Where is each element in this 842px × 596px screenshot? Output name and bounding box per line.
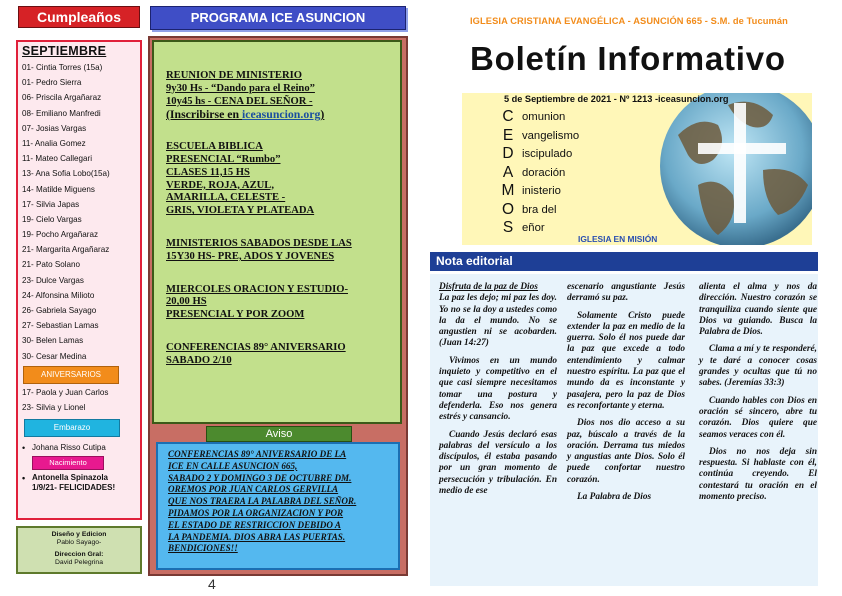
list-item: 24- Alfonsina Milioto: [22, 290, 95, 300]
list-item: 14- Matilde Miguens: [22, 184, 95, 194]
pregnancy-label: Embarazo: [24, 419, 120, 437]
program-line: SABADO 2/10: [166, 354, 232, 366]
birth-date: 1/9/21- FELICIDADES!: [32, 483, 116, 493]
program-panel: [152, 40, 402, 424]
acrostic-letter: S: [502, 219, 514, 236]
list-item: 17- Silvia Japas: [22, 199, 80, 209]
notice-line: LA PANDEMIA. DIOS ABRA LAS PUERTAS.: [168, 531, 346, 542]
acrostic-word: iscipulado: [522, 148, 573, 160]
list-item: 26- Gabriela Sayago: [22, 306, 97, 315]
program-title: PROGRAMA ICE ASUNCION: [150, 6, 406, 30]
notice-line: ICE EN CALLE ASUNCION 665,: [168, 460, 298, 471]
list-item: 23- Silvia y Lionel: [22, 402, 86, 412]
editorial-paragraph: La paz les dejo; mi paz les doy. Yo no se la doy a ustedes como la da el mundo. No se angustien ni se acobarden. (Juan 14:27): [439, 293, 557, 349]
list-item: 11- Analia Gomez: [22, 138, 86, 148]
program-line: ESCUELA BIBLICA: [166, 141, 263, 153]
editorial-paragraph: Dios no nos deja sin respuesta. Si hablaste con él, continúa creyendo. El contestará tu oración en el momento preciso.: [699, 446, 817, 503]
notice-line: CONFERENCIAS 89° ANIVERSARIO DE LA: [168, 449, 347, 459]
program-line: 15Y30 HS- PRE, ADOS Y JOVENES: [166, 250, 335, 262]
program-line: REUNION DE MINISTERIO: [166, 70, 302, 81]
acrostic-word: vangelismo: [522, 129, 580, 142]
list-item: 06- Priscila Argañaraz: [22, 93, 102, 103]
list-item: 01- Pedro Sierra: [22, 78, 82, 88]
program-line: 9y30 Hs - “Dando para el Reino”: [166, 82, 315, 94]
birthday-month: SEPTIEMBRE: [22, 44, 107, 58]
program-block-school: [166, 141, 392, 218]
birth-label: Nacimiento: [32, 456, 104, 470]
list-item: 13- Ana Sofia Lobo(15a): [22, 169, 110, 179]
church-name: IGLESIA CRISTIANA EVANGÉLICA - ASUNCIÓN 665 - S.M. de Tucumán: [470, 16, 788, 26]
editorial-column-3: [699, 282, 817, 503]
globe-cross-icon: [658, 93, 812, 245]
list-item: 21- Margarita Argañaraz: [22, 245, 110, 255]
acrostic-word: omunion: [522, 111, 566, 123]
issue-date: 5 de Septiembre de 2021 - Nº 1213 -iceasuncion.org: [504, 94, 729, 104]
acrostic-letter: A: [502, 163, 514, 181]
program-line: CONFERENCIAS 89° ANIVERSARIO: [166, 341, 346, 353]
credits-line: Pablo Sayago-: [56, 539, 102, 546]
list-item: 27- Sebastian Lamas: [22, 321, 99, 331]
program-block-conference: [166, 342, 392, 368]
acrostic-letter: E: [502, 126, 514, 144]
acrostic-word: doración: [522, 166, 566, 179]
program-line: 10y45 hs - CENA DEL SEÑOR -: [166, 95, 313, 107]
acrostic-word: inisterio: [522, 185, 561, 197]
list-item: 08- Emiliano Manfredi: [22, 108, 101, 118]
editorial-paragraph: Dios nos dio acceso a su paz, búscalo a través de la oración. Derrama tus miedos y angustias ante Dios. Solo él puede confortar nuestro corazón.: [567, 418, 685, 485]
list-item: 07- Josias Vargas: [22, 123, 87, 133]
credits-line: David Pelegrina: [55, 559, 103, 566]
acrostic-letter: C: [502, 108, 514, 125]
pregnancy-name: • Johana Risso Cutipa: [22, 443, 140, 453]
editorial-column-1: [439, 282, 557, 497]
list-item: 21- Pato Solano: [22, 260, 81, 270]
anniversaries-label: ANIVERSARIOS: [23, 366, 119, 384]
editorial-paragraph: La Palabra de Dios: [577, 492, 652, 503]
editorial-header: Nota editorial: [430, 252, 818, 271]
list-item: 11- Mateo Callegari: [22, 154, 93, 164]
program-line-part: ): [320, 107, 325, 122]
list-item: 17- Paola y Juan Carlos: [22, 387, 109, 397]
editorial-paragraph: Cuando Jesús declaró esas palabras del versículo a los discípulos, él estaba pasando por un gran momento de persecución y tribulación. En medio de ese: [439, 429, 557, 497]
editorial-paragraph: escenario angustiante Jesús derramó su paz.: [567, 282, 685, 304]
program-block-wednesday: [166, 284, 392, 322]
page-title: Boletín Informativo: [470, 40, 786, 77]
mission-tagline: IGLESIA EN MISIÓN: [578, 234, 658, 244]
notice-line: OREMOS POR JUAN CARLOS GERVILLA: [168, 484, 339, 495]
birthdays-title: Cumpleaños: [18, 6, 140, 28]
credits-box: [16, 526, 142, 574]
notice-line: QUE NOS TRAERA LA PALABRA DEL SEÑOR.: [168, 496, 357, 507]
editorial-paragraph: Solamente Cristo puede extender la paz en medio de la guerra. Solo él nos puede dar la paz que excede a todo entendimiento y calmar nuestro espíritu. La paz que el mundo da es inconstante y pasajera, pero la paz de Dios es reconfortante y eterna.: [567, 310, 685, 411]
program-line: CLASES 11,15 HS: [166, 166, 250, 178]
editorial-paragraph: Vivimos en un mundo inquieto y competitivo en el que casi siempre necesitamos tomar una postura y defenderla. Eso nos genera estrés y cansancio.: [439, 355, 557, 423]
list-item: 30- Cesar Medina: [22, 351, 87, 361]
acrostic-word: bra del: [522, 203, 557, 216]
editorial-column-2: [567, 282, 685, 503]
acrostic-letter: D: [502, 145, 514, 162]
notice-line: BENDICIONES!!: [168, 543, 238, 554]
acrostic-letter: M: [501, 182, 515, 199]
list-item: 01- Cintia Torres (15a): [22, 63, 103, 72]
editorial-paragraph: alienta el alma y nos da dirección. Nuestro corazón se tranquiliza cuando siente que Dios va guiando. Busca la Palabra de Dios.: [699, 282, 817, 338]
program-line: PRESENCIAL “Rumbo”: [166, 153, 281, 165]
notice-line: PIDAMOS POR LA ORGANIZACION Y POR: [168, 507, 344, 518]
credits-line: Direccion Gral:: [54, 551, 104, 558]
notice-line: SABADO 2 Y DOMINGO 3 DE OCTUBRE DM.: [168, 472, 352, 483]
birth-list: [22, 473, 140, 493]
program-block-ministry: [166, 70, 392, 121]
acrostic-letter: O: [501, 200, 515, 218]
program-line: MINISTERIOS SABADOS DESDE LAS: [166, 237, 352, 249]
program-line: [166, 108, 392, 121]
birth-name-text: Antonella Spinazola: [32, 473, 109, 483]
birthdays-panel: [16, 40, 142, 520]
list-item: 30- Belen Lamas: [22, 336, 84, 346]
list-item: 23- Dulce Vargas: [22, 275, 84, 285]
program-line: AMARILLA, CELESTE -: [166, 192, 286, 204]
list-item: 19- Pocho Argañaraz: [22, 230, 99, 240]
anniversary-list: [22, 386, 140, 416]
baby-list: [22, 443, 140, 453]
credits-line: Diseño y Edicion: [51, 531, 107, 538]
editorial-paragraph: Cuando hables con Dios en oración sé sincero, abre tu corazón. Dios quiere que seamos veraces con él.: [699, 395, 817, 440]
program-line: PRESENCIAL Y POR ZOOM: [166, 309, 305, 321]
editorial-body: [430, 274, 818, 586]
program-line: 20,00 HS: [166, 296, 207, 308]
list-item: 19- Cielo Vargas: [22, 214, 82, 224]
birthday-list: [22, 60, 140, 364]
program-block-ministries: [166, 238, 392, 264]
page-number: 4: [208, 576, 216, 592]
birth-name: [22, 473, 140, 493]
program-line-part: (Inscribirse en: [166, 107, 243, 122]
program-line: GRIS, VIOLETA Y PLATEADA: [166, 205, 315, 217]
notice-panel: [156, 442, 400, 570]
editorial-paragraph: Clama a mí y te responderé, y te daré a conocer cosas grandes y ocultas que tú no sabes. (Jeremías 33:3): [699, 344, 817, 389]
editorial-heading: Disfruta de la paz de Dios: [439, 282, 538, 292]
website-link[interactable]: iceasuncion.org: [242, 107, 321, 122]
program-line: VERDE, ROJA, AZUL,: [166, 179, 275, 191]
notice-line: EL ESTADO DE RESTRICCION DEBIDO A: [168, 519, 341, 530]
acrostic-word: eñor: [522, 222, 545, 234]
notice-title: Aviso: [206, 426, 352, 442]
program-line: MIERCOLES ORACION Y ESTUDIO-: [166, 283, 348, 295]
